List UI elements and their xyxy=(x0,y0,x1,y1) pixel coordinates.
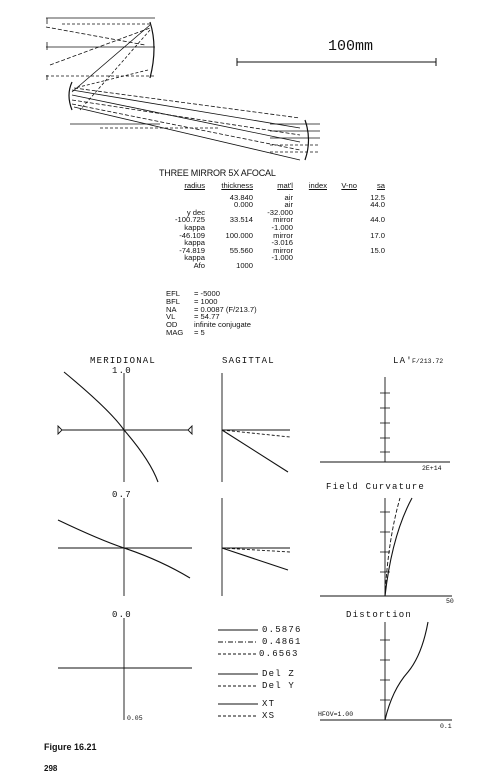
table-cell: 55.560 xyxy=(229,245,253,255)
table-cell: mirror xyxy=(273,245,293,255)
table-cell xyxy=(253,262,293,270)
table-cell: -3.016 xyxy=(271,238,293,248)
hfov-label: HFOV=1.00 xyxy=(318,711,354,718)
table-cell xyxy=(293,209,327,217)
table-cell xyxy=(327,209,357,217)
table-cell xyxy=(327,239,357,247)
table-cell xyxy=(293,247,327,255)
table-cell: 44.0 xyxy=(370,200,385,210)
table-cell: -100.725 xyxy=(175,215,205,225)
table-cell: kappa xyxy=(184,238,205,248)
spec-key: EFL xyxy=(166,289,180,298)
table-cell: mirror xyxy=(273,215,293,225)
figure-caption: Figure 16.21 xyxy=(44,742,97,752)
table-cell xyxy=(293,224,327,232)
table-cell: 15.0 xyxy=(370,245,385,255)
spec-value: = 5 xyxy=(194,327,205,337)
table-cell: kappa xyxy=(184,253,205,263)
meridional-label: MERIDIONAL xyxy=(90,356,157,366)
table-cell xyxy=(327,224,357,232)
table-cell: mirror xyxy=(273,230,293,240)
spec-key: NA xyxy=(166,304,177,314)
table-cell: 0.000 xyxy=(233,200,253,210)
table-cell xyxy=(327,194,357,202)
la-f-number: F/213.72 xyxy=(412,358,444,365)
table-cell: y dec xyxy=(186,207,205,217)
scale-0-05: 0.05 xyxy=(127,715,143,722)
la-label: LA' xyxy=(393,356,413,366)
table-cell xyxy=(293,194,327,202)
spec-value: = -5000 xyxy=(194,289,220,298)
field-label-0-7: 0.7 xyxy=(112,490,132,500)
legend-del-y: Del Y xyxy=(262,681,296,691)
legend-wavelength-1: 0.5876 xyxy=(262,625,302,635)
table-cell xyxy=(357,262,385,270)
table-cell: 17.0 xyxy=(370,230,385,240)
table-cell xyxy=(160,194,213,202)
header-material: mat'l xyxy=(277,181,293,190)
legend-wavelength-2: 0.4861 xyxy=(262,637,302,647)
table-cell: 12.5 xyxy=(370,192,385,202)
page-number: 298 xyxy=(44,764,58,773)
design-title: THREE MIRROR 5X AFOCAL xyxy=(159,168,276,178)
legend-xt: XT xyxy=(262,699,276,709)
table-cell: -1.000 xyxy=(271,253,293,263)
legend-xs: XS xyxy=(262,711,276,721)
legend-wavelength-3: 0.6563 xyxy=(259,649,299,659)
spec-key: BFL xyxy=(166,296,180,306)
table-cell xyxy=(293,201,327,209)
field-curvature-label: Field Curvature xyxy=(326,482,426,492)
table-cell: Afo xyxy=(193,260,205,270)
table-cell: -1.000 xyxy=(271,222,293,232)
fc-scale: 50 xyxy=(446,598,454,605)
header-sa: sa xyxy=(376,181,385,190)
legend-del-z: Del Z xyxy=(262,669,296,679)
field-label-1-0: 1.0 xyxy=(112,366,132,376)
table-cell: 43.840 xyxy=(229,192,253,202)
table-cell xyxy=(293,232,327,240)
table-cell xyxy=(327,232,357,240)
table-cell xyxy=(327,262,357,270)
scale-bar-label: 100mm xyxy=(328,38,374,55)
table-cell: air xyxy=(284,200,293,210)
spec-value: = 1000 xyxy=(194,296,218,306)
spec-value: = 0.0087 (F/213.7) xyxy=(194,304,257,314)
la-scale: 2E+14 xyxy=(422,465,442,472)
spec-value: infinite conjugate xyxy=(194,320,251,330)
table-cell xyxy=(293,239,327,247)
spec-row xyxy=(166,329,257,337)
table-cell xyxy=(327,247,357,255)
table-row xyxy=(160,194,385,202)
table-cell: 1000 xyxy=(236,260,253,270)
table-cell xyxy=(293,262,327,270)
distortion-label: Distortion xyxy=(346,610,413,620)
table-cell xyxy=(293,216,327,224)
header-index: index xyxy=(308,181,327,190)
table-header-row xyxy=(160,182,385,190)
table-cell xyxy=(293,254,327,262)
spec-key: MAG xyxy=(166,327,184,337)
table-cell: -46.109 xyxy=(179,230,205,240)
spec-key: OD xyxy=(166,320,178,330)
table-cell: -74.819 xyxy=(179,245,205,255)
table-cell xyxy=(327,254,357,262)
design-rows xyxy=(160,194,385,270)
table-cell: kappa xyxy=(184,222,205,232)
table-cell: 100.000 xyxy=(225,230,253,240)
field-label-0-0: 0.0 xyxy=(112,610,132,620)
header-thickness: thickness xyxy=(221,181,253,190)
design-data-table xyxy=(160,182,385,270)
system-specs xyxy=(166,290,257,337)
header-radius: radius xyxy=(184,181,205,190)
sagittal-label: SAGITTAL xyxy=(222,356,275,366)
table-cell: 44.0 xyxy=(370,215,385,225)
table-cell xyxy=(327,201,357,209)
distortion-scale: 0.1 xyxy=(440,723,452,730)
table-cell xyxy=(327,216,357,224)
spec-key: VL xyxy=(166,312,176,322)
spec-value: = 54.77 xyxy=(194,312,220,322)
table-row xyxy=(160,262,385,270)
header-vno: V-no xyxy=(341,181,357,190)
table-cell: -32.000 xyxy=(267,207,293,217)
table-cell xyxy=(357,254,385,262)
table-cell: air xyxy=(284,192,293,202)
table-cell: 33.514 xyxy=(229,215,253,225)
